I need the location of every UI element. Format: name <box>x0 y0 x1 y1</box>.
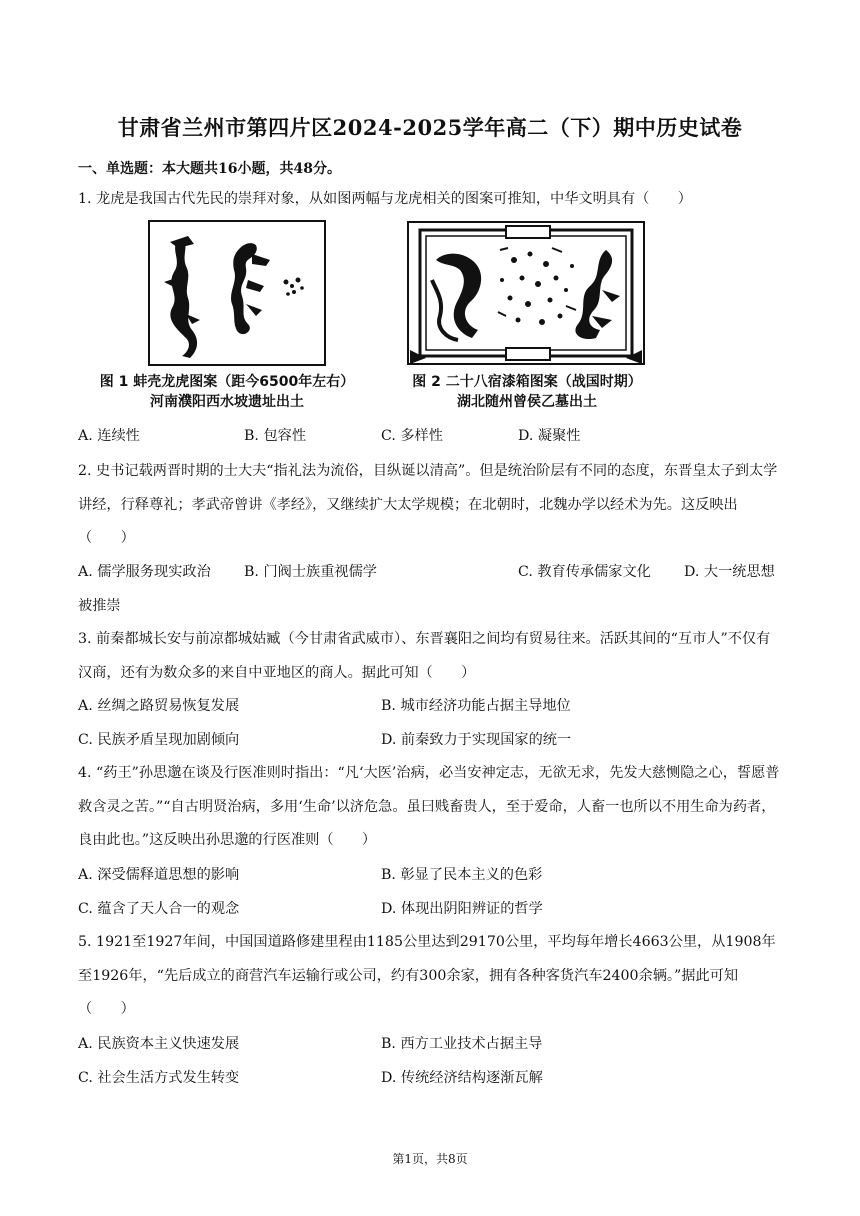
figure-1-caption-line1: 图 1 蚌壳龙虎图案（距今6500年左右） <box>99 374 355 390</box>
q5-option-c[interactable]: C. 社会生活方式发生转变 <box>78 1070 240 1086</box>
page-footer: 第1页，共8页 <box>392 1152 468 1166</box>
figure-2-caption-line1: 图 2 二十八宿漆箱图案（战国时期） <box>412 374 642 390</box>
q3-option-c[interactable]: C. 民族矛盾呈现加剧倾向 <box>78 732 240 748</box>
q2-option-d[interactable]: D. 大一统思想 <box>684 564 775 580</box>
question-1-options <box>78 421 782 451</box>
q2-option-a[interactable]: A. 儒学服务现实政治 <box>78 564 211 580</box>
figure-2-caption-line2: 湖北随州曾侯乙墓出土 <box>457 394 597 410</box>
page-title: 甘肃省兰州市第四片区2024-2025学年高二（下）期中历史试卷 <box>117 115 743 140</box>
question-3-options-row1 <box>78 691 782 721</box>
question-5-stem: 5. 1921至1927年间，中国国道路修建里程由1185公里达到29170公里，平均每年增长4663公里，从1908年至1926年，“先后成立的商营汽车运输行或公司，约有300余家，拥有各种客货汽车2400余辆。”据此可知（ ） <box>78 934 776 1017</box>
q2-option-b[interactable]: B. 门阀士族重视儒学 <box>244 564 377 580</box>
q5-option-d[interactable]: D. 传统经济结构逐渐瓦解 <box>381 1070 543 1086</box>
q1-option-c[interactable]: C. 多样性 <box>381 428 443 444</box>
question-3-stem: 3. 前秦都城长安与前凉都城姑臧（今甘肃省武威市）、东晋襄阳之间均有贸易往来。活跃其间的“互市人”不仅有汉商，还有为数众多的来自中亚地区的商人。据此可知（ ） <box>78 631 771 681</box>
question-2-stem: 2. 史书记载两晋时期的士大夫“指礼法为流俗，目纵诞以清高”。但是统治阶层有不同的态度，东晋皇太子到太学讲经，行释尊礼；孝武帝曾讲《孝经》，又继续扩大太学规模；在北朝时，北魏办学以经术为先。这反映出（ ） <box>78 463 778 546</box>
question-1-stem: 1. 龙虎是我国古代先民的崇拜对象，从如图两幅与龙虎相关的图案可推知，中华文明具有（ ） <box>78 191 692 207</box>
question-4-options-row1 <box>78 860 782 890</box>
figure-2-caption <box>382 372 672 412</box>
q3-option-a[interactable]: A. 丝绸之路贸易恢复发展 <box>78 698 240 714</box>
question-4-options-row2 <box>78 894 782 924</box>
q4-option-c[interactable]: C. 蕴含了天人合一的观念 <box>78 901 240 917</box>
figure-2-lacquer-box-image <box>406 220 646 366</box>
q4-option-b[interactable]: B. 彰显了民本主义的色彩 <box>381 867 543 883</box>
q1-option-d[interactable]: D. 凝聚性 <box>518 428 581 444</box>
question-5-options-row2 <box>78 1063 782 1093</box>
question-2-options <box>78 557 782 587</box>
question-3-options-row2 <box>78 725 782 755</box>
figure-1-caption <box>80 372 374 412</box>
q5-option-a[interactable]: A. 民族资本主义快速发展 <box>78 1036 240 1052</box>
figure-1-caption-line2: 河南濮阳西水坡遗址出土 <box>150 394 304 410</box>
q1-option-a[interactable]: A. 连续性 <box>78 428 140 444</box>
q5-option-b[interactable]: B. 西方工业技术占据主导 <box>381 1036 543 1052</box>
question-5-options-row1 <box>78 1029 782 1059</box>
section-heading: 一、单选题：本大题共16小题，共48分。 <box>78 161 341 177</box>
q4-option-d[interactable]: D. 体现出阴阳辨证的哲学 <box>381 901 543 917</box>
q3-option-b[interactable]: B. 城市经济功能占据主导地位 <box>381 698 571 714</box>
q4-option-a[interactable]: A. 深受儒释道思想的影响 <box>78 867 240 883</box>
question-4-stem: 4. “药王”孙思邈在谈及行医准则时指出：“凡‘大医’治病，必当安神定志，无欲无求，先发大慈恻隐之心，誓愿普救含灵之苦。”“自古明贤治病，多用‘生命’以济危急。虽曰贱畜贵人，至于爱命，人畜一也所以不用生命为药者，良由此也。”这反映出孙思邈的行医准则（ ） <box>78 765 780 848</box>
question-2-option-d-wrap: 被推崇 <box>78 598 121 614</box>
q3-option-d[interactable]: D. 前秦致力于实现国家的统一 <box>381 732 572 748</box>
figure-1-dragon-tiger-shell-image <box>148 220 326 366</box>
q2-option-c[interactable]: C. 教育传承儒家文化 <box>518 564 651 580</box>
q1-option-b[interactable]: B. 包容性 <box>244 428 307 444</box>
